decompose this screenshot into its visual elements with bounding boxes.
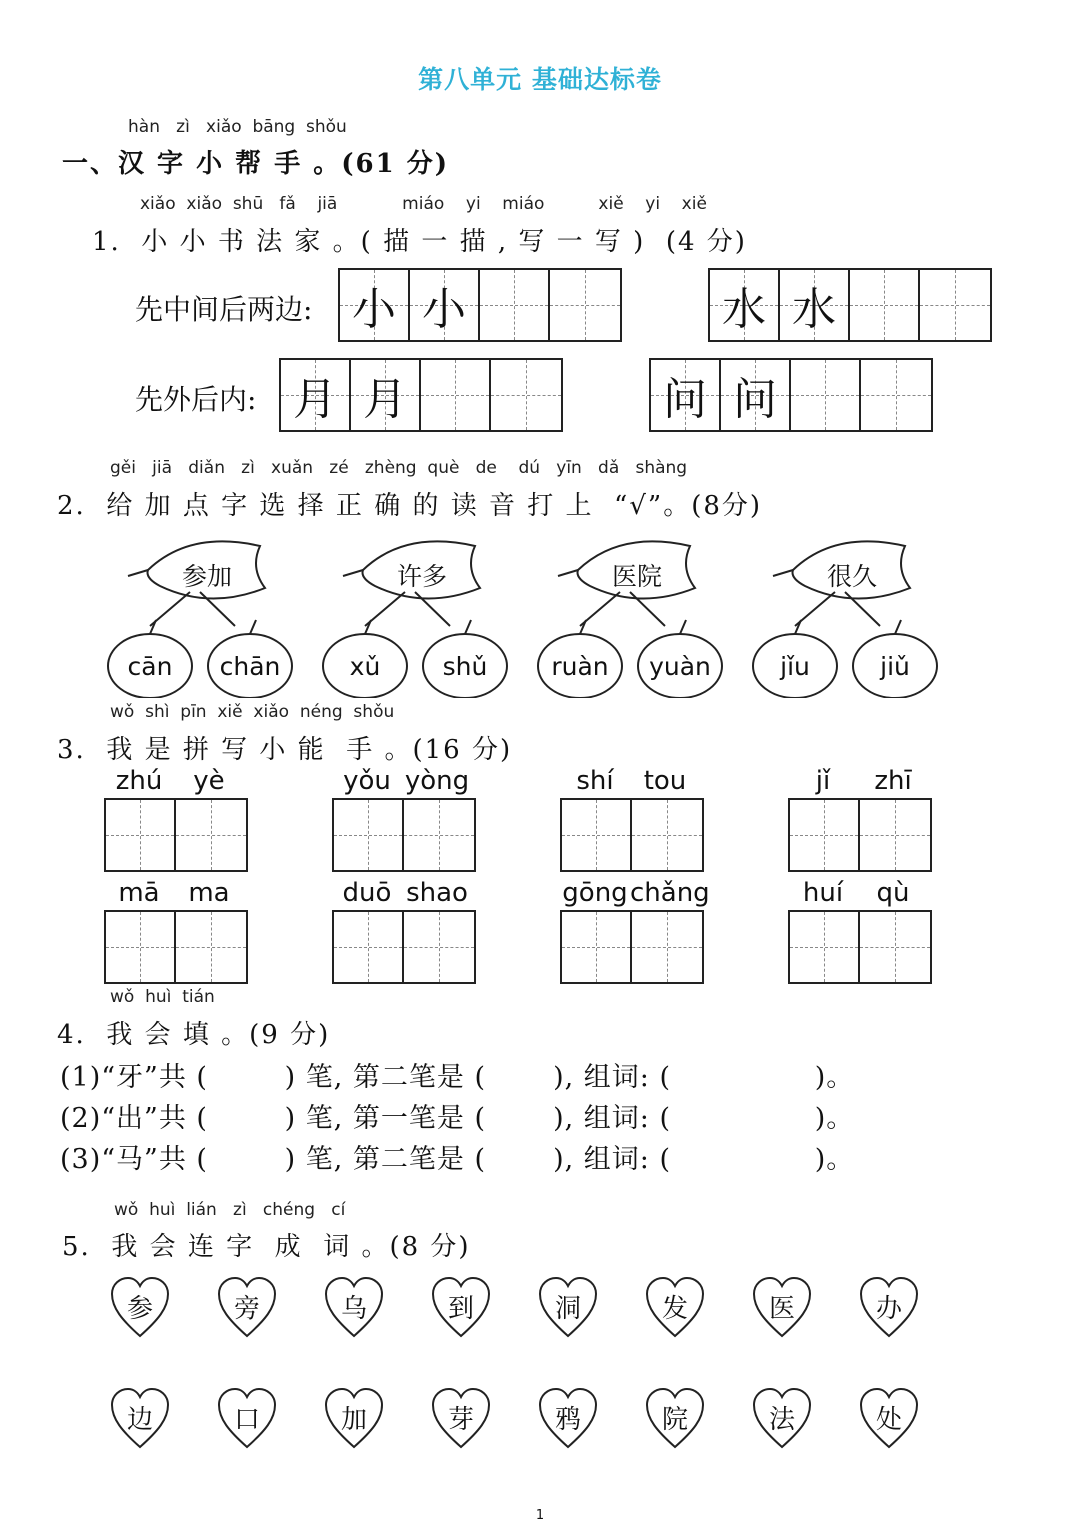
pinyin-option[interactable]: jǐu (780, 652, 810, 681)
page-title: 第八单元 基础达标卷 (418, 65, 662, 94)
apple-stem (150, 620, 256, 634)
pinyin-label: shao (406, 878, 468, 908)
section1-heading: 一、汉 字 小 帮 手 。(61 分) (62, 149, 450, 179)
grid-cell[interactable] (404, 800, 474, 870)
pinyin-label: qù (876, 878, 910, 908)
q5-pinyin: wǒ huì lián zì chéng cí (114, 1200, 346, 1220)
writing-grid[interactable] (279, 358, 563, 432)
grid-cell[interactable] (780, 270, 850, 340)
page-number: 1 (535, 1508, 545, 1523)
heart-char[interactable] (643, 1385, 707, 1451)
heart-label: 边 (126, 1405, 153, 1435)
answer-grid[interactable] (788, 798, 932, 872)
grid-char (920, 270, 990, 340)
fill-line[interactable]: (2)“出”共 ( ) 笔, 第一笔是 ( ), 组词: ( )。 (60, 1103, 855, 1134)
apple-stem (795, 620, 901, 634)
grid-cell[interactable] (550, 270, 620, 340)
grid-cell[interactable] (721, 360, 791, 430)
grid-cell[interactable] (404, 912, 474, 982)
grid-char: 月 (363, 374, 407, 425)
leaf-word: 许多 (396, 562, 447, 591)
pinyin-label: mā (118, 878, 160, 908)
pinyin-label: yǒu (343, 766, 391, 796)
grid-char: 水 (792, 284, 836, 335)
heart-char[interactable] (857, 1274, 921, 1340)
heart-char[interactable] (429, 1385, 493, 1451)
grid-char (861, 360, 931, 430)
grid-char: 问 (663, 374, 707, 425)
grid-char (421, 360, 489, 430)
pinyin-option[interactable]: xǔ (349, 652, 381, 681)
grid-cell[interactable] (106, 912, 176, 982)
grid-cell[interactable] (860, 912, 930, 982)
grid-cell[interactable] (106, 800, 176, 870)
heart-char[interactable] (857, 1385, 921, 1451)
grid-cell[interactable] (334, 912, 404, 982)
q1-label-middle-first: 先中间后两边: (135, 293, 313, 326)
grid-cell[interactable] (920, 270, 990, 340)
heart-label: 到 (447, 1294, 474, 1324)
grid-char (791, 360, 859, 430)
heart-label: 乌 (340, 1294, 367, 1324)
heart-label: 参 (126, 1294, 153, 1324)
heart-char[interactable] (750, 1385, 814, 1451)
pinyin-label: chǎng (630, 878, 710, 908)
grid-cell[interactable] (790, 912, 860, 982)
pinyin-label: gōng (562, 878, 628, 908)
heart-label: 医 (768, 1294, 795, 1324)
grid-cell[interactable] (410, 270, 480, 340)
heart-char[interactable] (750, 1274, 814, 1340)
pinyin-label: yòng (404, 766, 470, 796)
grid-cell[interactable] (340, 270, 410, 340)
grid-cell[interactable] (791, 360, 861, 430)
grid-cell[interactable] (491, 360, 561, 430)
grid-cell[interactable] (176, 912, 246, 982)
grid-cell[interactable] (860, 800, 930, 870)
leaf-stem (343, 570, 363, 576)
grid-cell[interactable] (281, 360, 351, 430)
grid-char: 问 (733, 374, 777, 425)
heart-label: 处 (875, 1405, 902, 1435)
heart-char[interactable] (322, 1385, 386, 1451)
q1-text: 1. 小 小 书 法 家 。( 描 一 描 , 写 一 写 ) (4 分) (92, 227, 747, 257)
leaf-word: 参加 (181, 562, 232, 591)
answer-grid[interactable] (332, 910, 476, 984)
pinyin-label: tou (643, 766, 687, 796)
grid-char: 水 (722, 284, 766, 335)
writing-grid[interactable] (338, 268, 622, 342)
heart-label: 芽 (447, 1405, 474, 1435)
q4-pinyin: wǒ huì tián (110, 987, 215, 1007)
heart-label: 办 (875, 1294, 902, 1324)
pinyin-option[interactable]: ruàn (551, 652, 609, 681)
answer-grid[interactable] (332, 798, 476, 872)
q1-pinyin: xiǎo xiǎo shū fǎ jiā miáo yi miáo xiě yi xiě (140, 194, 707, 214)
grid-char (850, 270, 918, 340)
answer-grid[interactable] (788, 910, 932, 984)
heart-label: 旁 (233, 1294, 260, 1324)
grid-cell[interactable] (632, 800, 702, 870)
pinyin-label: zhú (115, 766, 163, 796)
apple-stem (365, 620, 471, 634)
answer-grid[interactable] (560, 798, 704, 872)
q1-label-outside-first: 先外后内: (135, 383, 257, 416)
fill-line[interactable]: (3)“马”共 ( ) 笔, 第二笔是 ( ), 组词: ( )。 (60, 1144, 855, 1175)
leaf-stem (558, 570, 578, 576)
answer-grid[interactable] (104, 798, 248, 872)
pinyin-label: shí (576, 766, 614, 796)
grid-cell[interactable] (710, 270, 780, 340)
pinyin-option[interactable]: cān (127, 652, 173, 681)
heart-label: 院 (661, 1405, 688, 1435)
answer-grid[interactable] (560, 910, 704, 984)
q3-pinyin: wǒ shì pīn xiě xiǎo néng shǒu (110, 702, 395, 722)
pinyin-label: huí (802, 878, 844, 908)
leaf-stem (773, 570, 793, 576)
leaf-word: 医院 (611, 562, 662, 591)
pinyin-label: yè (193, 766, 225, 796)
heart-char[interactable] (108, 1385, 172, 1451)
pinyin-option[interactable]: shǔ (442, 652, 488, 681)
pinyin-option[interactable]: jiǔ (880, 652, 910, 681)
writing-grid[interactable] (649, 358, 933, 432)
pinyin-label: duō (342, 878, 392, 908)
q4-text: 4. 我 会 填 。(9 分) (57, 1020, 331, 1050)
heart-label: 加 (340, 1405, 367, 1435)
writing-grid[interactable] (708, 268, 992, 342)
heart-char[interactable] (429, 1274, 493, 1340)
leaf-word: 很久 (826, 562, 877, 591)
grid-cell[interactable] (651, 360, 721, 430)
heart-char[interactable] (108, 1274, 172, 1340)
apple-stem (580, 620, 686, 634)
grid-char: 月 (293, 374, 337, 425)
leaf-stem (128, 570, 148, 576)
grid-cell[interactable] (562, 800, 632, 870)
heart-label: 法 (768, 1405, 795, 1435)
heart-char[interactable] (536, 1385, 600, 1451)
grid-cell[interactable] (850, 270, 920, 340)
q5-text: 5. 我 会 连 字 成 词 。(8 分) (62, 1232, 471, 1262)
grid-cell[interactable] (421, 360, 491, 430)
pinyin-option[interactable]: chān (219, 652, 281, 681)
heart-char[interactable] (536, 1274, 600, 1340)
section1-pinyin: hàn zì xiǎo bāng shǒu (128, 117, 347, 137)
grid-char: 小 (422, 284, 466, 335)
pinyin-label: ma (188, 878, 230, 908)
pinyin-option[interactable]: yuàn (649, 652, 711, 681)
grid-cell[interactable] (562, 912, 632, 982)
heart-label: 鸦 (554, 1405, 581, 1435)
grid-cell[interactable] (334, 800, 404, 870)
grid-cell[interactable] (790, 800, 860, 870)
grid-cell[interactable] (632, 912, 702, 982)
grid-char (550, 270, 620, 340)
fill-line[interactable]: (1)“牙”共 ( ) 笔, 第二笔是 ( ), 组词: ( )。 (60, 1062, 855, 1093)
grid-cell[interactable] (480, 270, 550, 340)
grid-char (480, 270, 548, 340)
q2-text: 2. 给 加 点 字 选 择 正 确 的 读 音 打 上 “√”。(8分) (57, 491, 763, 521)
grid-cell[interactable] (351, 360, 421, 430)
grid-cell[interactable] (176, 800, 246, 870)
grid-cell[interactable] (861, 360, 931, 430)
heart-char[interactable] (643, 1274, 707, 1340)
heart-label: 口 (233, 1405, 260, 1435)
answer-grid[interactable] (104, 910, 248, 984)
heart-char[interactable] (215, 1385, 279, 1451)
heart-char[interactable] (215, 1274, 279, 1340)
pinyin-label: jǐ (815, 766, 831, 796)
pinyin-label: zhī (874, 766, 912, 796)
heart-label: 洞 (554, 1294, 581, 1324)
heart-label: 发 (661, 1294, 688, 1324)
q2-pinyin: gěi jiā diǎn zì xuǎn zé zhèng què de dú yīn dǎ shàng (110, 458, 688, 478)
heart-char[interactable] (322, 1274, 386, 1340)
grid-char (491, 360, 561, 430)
grid-char: 小 (352, 284, 396, 335)
q3-text: 3. 我 是 拼 写 小 能 手 。(16 分) (57, 735, 513, 765)
